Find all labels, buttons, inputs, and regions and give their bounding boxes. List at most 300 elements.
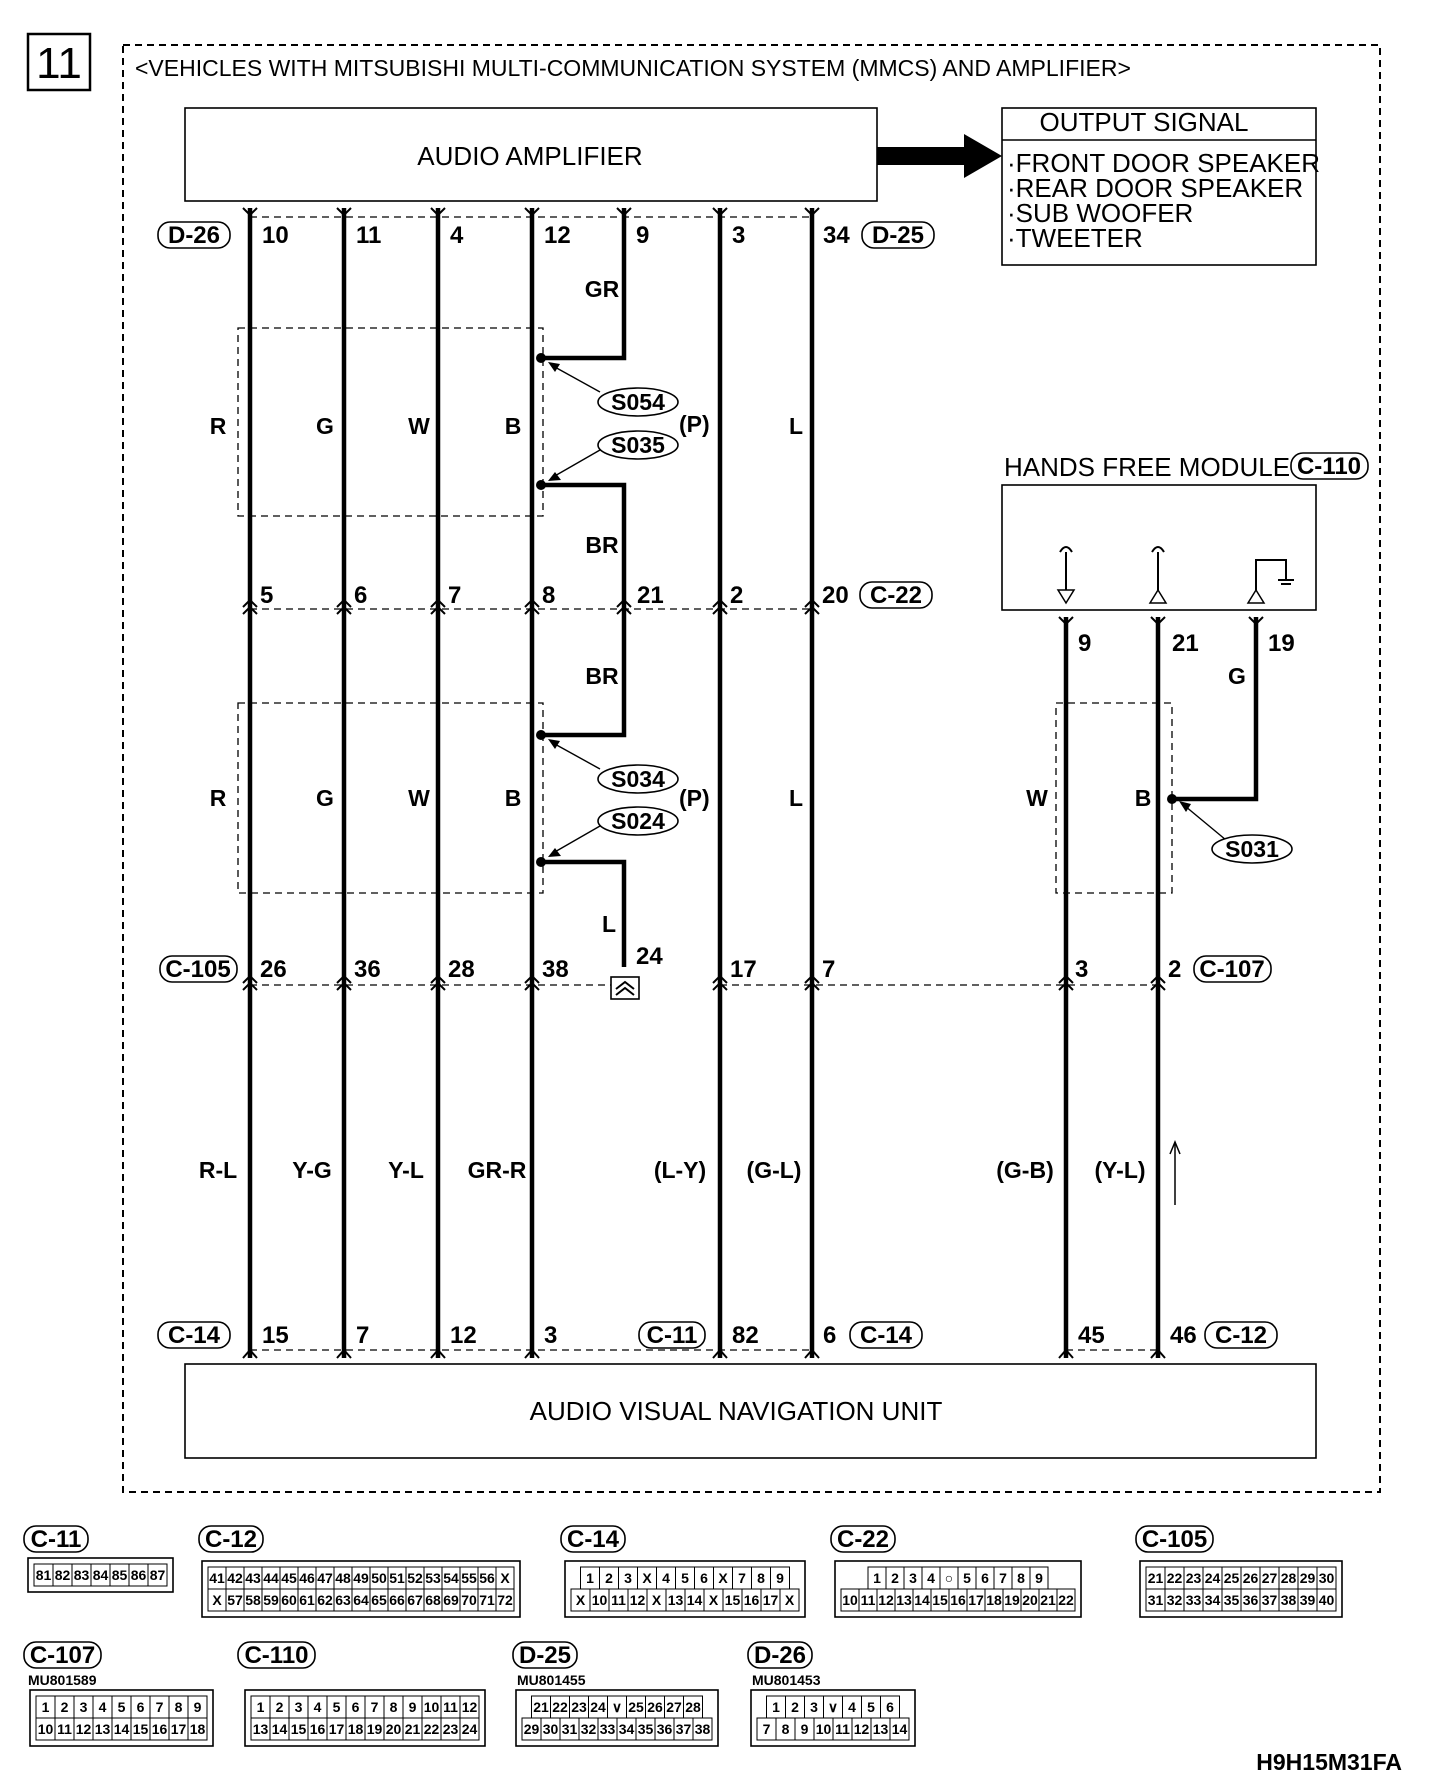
wire-color: W <box>408 413 430 439</box>
connector-part-number: MU801453 <box>752 1672 821 1688</box>
connector-pin-label: 9 <box>1035 1570 1043 1586</box>
connector-pin-label: 37 <box>675 1721 692 1737</box>
connector-pin-label: 31 <box>1147 1592 1164 1608</box>
pin-number: 46 <box>1170 1322 1197 1349</box>
pin-number: 28 <box>448 956 475 983</box>
connector-pin-label: X <box>708 1592 719 1608</box>
wire-color: B <box>504 413 522 439</box>
connector-pin-label: 2 <box>891 1570 899 1586</box>
connector-pin-label: 25 <box>1223 1570 1240 1586</box>
connector-pin-label: 60 <box>281 1592 297 1608</box>
connector-tag: C-12 <box>1214 1322 1268 1349</box>
hfm-terminals <box>1059 617 1263 624</box>
connector-pin-label: X <box>642 1570 652 1586</box>
wire-color: (G-B) <box>996 1157 1054 1183</box>
wire-color: (L-Y) <box>653 1157 707 1183</box>
pin-number: 2 <box>730 582 744 609</box>
connector-pin-label: 53 <box>425 1570 441 1586</box>
connector-pin-label: 13 <box>94 1721 111 1737</box>
connector-pin-label: 28 <box>1280 1570 1297 1586</box>
connector-pin-label: 29 <box>523 1721 540 1737</box>
connector-pin-label: 43 <box>245 1570 261 1586</box>
connector-tag: C-105 <box>165 956 231 983</box>
pin-number: 7 <box>356 1322 370 1349</box>
pin-number: 21 <box>1172 630 1199 657</box>
connector-pin-label: 4 <box>927 1570 935 1586</box>
connector-view <box>24 1526 173 1592</box>
connector-pin-label: 23 <box>1185 1570 1202 1586</box>
shield-box-lower <box>238 703 543 893</box>
connector-pin-label: 17 <box>328 1721 345 1737</box>
pin-number: 3 <box>732 222 746 249</box>
connector-pin-label: 86 <box>130 1567 147 1583</box>
connector-pin-label: 32 <box>580 1721 597 1737</box>
connector-pin-label: 37 <box>1261 1592 1278 1608</box>
connector-pin-label: 25 <box>628 1699 644 1715</box>
pin-number: 7 <box>448 582 462 609</box>
wire-color: BR <box>585 663 619 689</box>
connector-pin-label: 30 <box>1318 1570 1335 1586</box>
splice-suffix: (P) <box>679 785 710 811</box>
connector-pin-label: 47 <box>317 1570 333 1586</box>
connector-pin-label: 23 <box>442 1721 459 1737</box>
connector-pin-label: 14 <box>891 1721 908 1737</box>
connector-pin-label: 8 <box>757 1570 765 1586</box>
connector-pin-label: 15 <box>932 1592 948 1608</box>
splice-labels <box>548 362 1292 863</box>
connector-pin-label: 11 <box>835 1721 850 1737</box>
audio-amplifier-label: AUDIO AMPLIFIER <box>417 141 643 171</box>
nav-pins <box>262 1322 1197 1349</box>
connector-pin-label: X <box>500 1570 510 1586</box>
output-signal-item: ·SUB WOOFER <box>1007 198 1194 228</box>
pin-number: 2 <box>1168 956 1182 983</box>
connector-pin-label: 8 <box>1017 1570 1025 1586</box>
connector-pin-label: 36 <box>1242 1592 1259 1608</box>
connector-pin-label: 71 <box>479 1592 495 1608</box>
output-signal-item: ·TWEETER <box>1007 223 1143 253</box>
connector-pin-label: 28 <box>685 1699 701 1715</box>
pin-number: 24 <box>636 943 663 970</box>
splice-suffix: (P) <box>679 411 710 437</box>
connector-pin-label: 7 <box>999 1570 1007 1586</box>
wire-color: (Y-L) <box>1094 1157 1146 1183</box>
shield-box-hfm <box>1056 703 1172 893</box>
wire-color: Y-L <box>388 1157 424 1183</box>
splice-id: S024 <box>611 808 665 834</box>
pin-number: 12 <box>450 1322 477 1349</box>
connector-pin-label: 8 <box>389 1699 398 1715</box>
connector-part-number: MU801589 <box>28 1672 97 1688</box>
shield-box-upper <box>238 328 543 516</box>
connector-part-number: MU801455 <box>517 1672 586 1688</box>
connector-pin-label: 83 <box>73 1567 90 1583</box>
connector-pin-label: 8 <box>174 1699 183 1715</box>
connector-pin-label: 41 <box>209 1570 225 1586</box>
connector-view-name: C-107 <box>29 1642 96 1669</box>
connector-pin-label: 55 <box>461 1570 477 1586</box>
connector-pin-label: 69 <box>443 1592 459 1608</box>
connector-pin-label: 40 <box>1318 1592 1335 1608</box>
connector-pin-label: 62 <box>317 1592 333 1608</box>
connector-pin-label: 2 <box>605 1570 613 1586</box>
pin-number: 26 <box>260 956 287 983</box>
wire-color: L <box>788 413 804 439</box>
connector-pin-label: 12 <box>853 1721 870 1737</box>
connector-pin-label: 1 <box>873 1570 881 1586</box>
connector-pin-label: 22 <box>552 1699 568 1715</box>
connector-pin-label: 36 <box>656 1721 673 1737</box>
connector-pin-label: 15 <box>290 1721 307 1737</box>
pin-number: 11 <box>356 222 382 249</box>
connector-pin-label: 50 <box>371 1570 387 1586</box>
connector-pin-label: 10 <box>842 1592 858 1608</box>
pin-number: 38 <box>542 956 569 983</box>
connector-pin-label: 15 <box>132 1721 149 1737</box>
wire-color: W <box>1026 785 1048 811</box>
connector-pin-label: 6 <box>886 1699 894 1715</box>
connector-pin-label: 17 <box>968 1592 984 1608</box>
wire-color: G <box>1228 663 1246 689</box>
pin-number: 21 <box>637 582 664 609</box>
connector-pin-label: 6 <box>136 1699 145 1715</box>
connector-pin-label: 21 <box>1040 1592 1056 1608</box>
connector-tag: C-107 <box>1199 956 1265 983</box>
connector-pin-label: 29 <box>1299 1570 1316 1586</box>
connector-pin-label: 4 <box>662 1570 670 1586</box>
wire-color: B <box>1134 785 1152 811</box>
connector-pin-label: 7 <box>738 1570 746 1586</box>
connector-pin-label: 44 <box>263 1570 279 1586</box>
wire-color: G <box>316 413 334 439</box>
connector-view <box>513 1642 718 1746</box>
pin-number: 3 <box>544 1322 558 1349</box>
connector-pin-label: 51 <box>389 1570 405 1586</box>
connector-pin-label: 14 <box>686 1592 703 1608</box>
connector-pin-label: 10 <box>815 1721 832 1737</box>
connector-pin-label: 5 <box>332 1699 341 1715</box>
connector-pin-label: 2 <box>791 1699 799 1715</box>
connector-pin-label: 24 <box>1204 1570 1221 1586</box>
pin-number: 3 <box>1075 956 1089 983</box>
connector-pin-label: 21 <box>404 1721 421 1737</box>
wire-color: L <box>788 785 804 811</box>
connector-pin-label: 84 <box>92 1567 109 1583</box>
connector-pin-label: 22 <box>1058 1592 1074 1608</box>
connector-pin-label: 6 <box>351 1699 360 1715</box>
connector-pin-label: 48 <box>335 1570 351 1586</box>
wire-color: BR <box>585 532 619 558</box>
connector-pin-label: ∨ <box>827 1699 839 1715</box>
wire-color: (G-L) <box>746 1157 802 1183</box>
hfm-pins <box>1078 630 1295 657</box>
wire-color: R <box>209 413 227 439</box>
wire-color: G <box>316 785 334 811</box>
connector-pin-label: X <box>212 1592 222 1608</box>
connector-tag: C-14 <box>167 1322 221 1349</box>
connector-pin-label: 45 <box>281 1570 297 1586</box>
connector-view-name: C-14 <box>566 1526 620 1553</box>
connector-pin-label: 12 <box>878 1592 894 1608</box>
pin-number: 15 <box>262 1322 289 1349</box>
connector-pin-label: 19 <box>1004 1592 1020 1608</box>
connector-pin-label: 63 <box>335 1592 351 1608</box>
connector-pin-label: 7 <box>762 1721 771 1737</box>
connector-pin-label: 66 <box>389 1592 405 1608</box>
pin-number: 6 <box>823 1322 837 1349</box>
pin-number: 20 <box>822 582 849 609</box>
connector-pin-label: 9 <box>776 1570 784 1586</box>
connector-pin-label: 17 <box>762 1592 779 1608</box>
connector-tag: C-11 <box>646 1322 698 1349</box>
connector-pin-label: 13 <box>872 1721 889 1737</box>
wire-color: L <box>601 911 617 937</box>
connector-pin-label: X <box>718 1570 728 1586</box>
drawing-code: H9H15M31FA <box>1256 1749 1402 1775</box>
connector-pin-label: 27 <box>1261 1570 1278 1586</box>
connector-pin-label: 33 <box>1185 1592 1202 1608</box>
connector-views <box>24 1526 1342 1746</box>
connector-pin-label: 11 <box>57 1721 72 1737</box>
connector-pin-label: 1 <box>772 1699 780 1715</box>
wire-color: B <box>504 785 522 811</box>
pin-number: 10 <box>262 222 289 249</box>
connector-pin-label: 11 <box>611 1592 626 1608</box>
connector-pin-label: 16 <box>743 1592 760 1608</box>
connector-tag: C-14 <box>859 1322 913 1349</box>
connector-pin-label: X <box>784 1592 795 1608</box>
connector-pin-label: 16 <box>151 1721 168 1737</box>
connector-pin-label: 5 <box>963 1570 971 1586</box>
connector-pin-label: 4 <box>98 1699 107 1715</box>
connector-pin-label: 15 <box>724 1592 741 1608</box>
connector-pin-label: 35 <box>1223 1592 1240 1608</box>
connector-pin-label: 34 <box>1204 1592 1221 1608</box>
connector-pin-label: X <box>651 1592 662 1608</box>
navigation-unit-label: AUDIO VISUAL NAVIGATION UNIT <box>529 1396 943 1426</box>
c105-terminals <box>243 976 1165 990</box>
connector-pin-label: 39 <box>1299 1592 1316 1608</box>
amp-pins <box>262 222 850 249</box>
connector-pin-label: 8 <box>781 1721 790 1737</box>
connector-pin-label: 38 <box>694 1721 711 1737</box>
diagram-title: <VEHICLES WITH MITSUBISHI MULTI-COMMUNICATION SYSTEM (MMCS) AND AMPLIFIER> <box>135 55 1131 81</box>
wire-color: GR <box>584 276 620 302</box>
connector-pin-label: 19 <box>366 1721 383 1737</box>
connector-pin-label: 46 <box>299 1570 315 1586</box>
connector-pin-label: 11 <box>443 1699 458 1715</box>
connector-pin-label: 10 <box>423 1699 440 1715</box>
connector-pin-label: 14 <box>914 1592 930 1608</box>
connector-view <box>238 1642 485 1746</box>
connector-view-name: D-26 <box>753 1642 807 1669</box>
connector-pin-label: 23 <box>571 1699 587 1715</box>
pin-number: 6 <box>354 582 368 609</box>
connector-pin-label: 24 <box>461 1721 478 1737</box>
splice-id: S034 <box>611 766 665 792</box>
pin-number: 7 <box>822 956 836 983</box>
connector-pin-label: X <box>575 1592 586 1608</box>
connector-pin-label: 32 <box>1166 1592 1183 1608</box>
wire-color: R <box>209 785 227 811</box>
connector-view <box>831 1526 1081 1617</box>
connector-pin-label: 85 <box>111 1567 128 1583</box>
connector-pin-label: 6 <box>700 1570 708 1586</box>
connector-pin-label: 52 <box>407 1570 423 1586</box>
connector-pin-label: ∨ <box>611 1699 623 1715</box>
wire-color: GR-R <box>467 1157 527 1183</box>
pin-number: 9 <box>1078 630 1092 657</box>
connector-pin-label: 72 <box>497 1592 513 1608</box>
connector-pin-label: 81 <box>35 1567 52 1583</box>
connector-pin-label: 56 <box>479 1570 495 1586</box>
connector-pin-label: 12 <box>75 1721 92 1737</box>
connector-pin-label: 54 <box>443 1570 459 1586</box>
connector-pin-label: 58 <box>245 1592 261 1608</box>
connector-pin-label: 1 <box>586 1570 594 1586</box>
connector-pin-label: 11 <box>860 1592 876 1608</box>
connector-pin-label: 20 <box>385 1721 402 1737</box>
connector-pin-label: 24 <box>590 1699 606 1715</box>
connector-tag: C-22 <box>869 582 923 609</box>
connector-view-name: C-11 <box>30 1526 82 1553</box>
connector-pin-label: 87 <box>149 1567 166 1583</box>
connector-pin-label: 1 <box>256 1699 265 1715</box>
connector-pin-label: 18 <box>347 1721 364 1737</box>
pin-number: 4 <box>450 222 464 249</box>
connector-pin-label: 68 <box>425 1592 441 1608</box>
connector-pin-label: 26 <box>1242 1570 1259 1586</box>
connector-pin-label: 18 <box>986 1592 1002 1608</box>
connector-pin-label: 9 <box>800 1721 809 1737</box>
connector-pin-label: 57 <box>227 1592 243 1608</box>
connector-tag: D-25 <box>871 222 925 249</box>
connector-pin-label: 5 <box>867 1699 875 1715</box>
splice-id: S054 <box>611 389 665 415</box>
pin-number: 9 <box>636 222 650 249</box>
nav-terminals <box>243 1350 1165 1358</box>
connector-pin-label: 30 <box>542 1721 559 1737</box>
connector-pin-label: 3 <box>810 1699 818 1715</box>
connector-pin-label: 4 <box>848 1699 856 1715</box>
connector-pin-label: 82 <box>54 1567 71 1583</box>
pin-number: 8 <box>542 582 556 609</box>
connector-pin-label: 22 <box>423 1721 440 1737</box>
connector-pin-label: 2 <box>60 1699 69 1715</box>
connector-view-name: C-22 <box>836 1526 890 1553</box>
connector-pin-label: 5 <box>117 1699 126 1715</box>
connector-pin-label: 65 <box>371 1592 387 1608</box>
connector-pin-label: 13 <box>896 1592 912 1608</box>
output-arrow <box>877 134 1002 178</box>
connector-pin-label: 14 <box>113 1721 130 1737</box>
connector-pin-label: 34 <box>618 1721 635 1737</box>
connector-pin-label: 17 <box>170 1721 187 1737</box>
connector-pin-label: 10 <box>591 1592 608 1608</box>
connector-pin-label: 3 <box>79 1699 88 1715</box>
connector-view <box>748 1642 915 1746</box>
connector-pin-label: 5 <box>681 1570 689 1586</box>
connector-pin-label: 35 <box>637 1721 654 1737</box>
pin-number: 19 <box>1268 630 1295 657</box>
connector-view-name: C-105 <box>1141 1526 1208 1553</box>
connector-tag: C-110 <box>1296 453 1362 480</box>
wire-color: Y-G <box>292 1157 332 1183</box>
connector-pin-label: 64 <box>353 1592 369 1608</box>
connector-pin-label: 14 <box>271 1721 288 1737</box>
connector-pin-label: 31 <box>561 1721 578 1737</box>
pin-number: 34 <box>823 222 850 249</box>
connector-pin-label: 61 <box>299 1592 315 1608</box>
connector-pin-label: ○ <box>944 1570 954 1586</box>
main-wires <box>250 208 1256 1358</box>
connector-pin-label: 49 <box>353 1570 369 1586</box>
connector-pin-label: 26 <box>647 1699 663 1715</box>
pin-number: 5 <box>260 582 274 609</box>
connector-pin-label: 13 <box>252 1721 269 1737</box>
connector-pin-label: 21 <box>533 1699 549 1715</box>
connector-pin-label: 2 <box>275 1699 284 1715</box>
connector-pin-label: 21 <box>1147 1570 1164 1586</box>
connector-view-name: C-12 <box>204 1526 258 1553</box>
connector-pin-label: 3 <box>294 1699 303 1715</box>
wire-color: W <box>408 785 430 811</box>
connector-tag: D-26 <box>167 222 221 249</box>
connector-pin-label: 67 <box>407 1592 423 1608</box>
connector-pin-label: 12 <box>461 1699 478 1715</box>
connector-pin-label: 18 <box>189 1721 206 1737</box>
splice-id: S031 <box>1225 836 1279 862</box>
connector-pin-label: 33 <box>599 1721 616 1737</box>
output-signal-title: OUTPUT SIGNAL <box>1039 107 1249 137</box>
pin-number: 12 <box>544 222 571 249</box>
connector-pin-label: 9 <box>193 1699 202 1715</box>
connector-pin-label: 70 <box>461 1592 477 1608</box>
hands-free-module-label: HANDS FREE MODULE <box>1004 452 1291 482</box>
pin-number: 45 <box>1078 1322 1105 1349</box>
connector-pin-label: 10 <box>37 1721 54 1737</box>
pin-number: 17 <box>730 956 757 983</box>
pin-number: 36 <box>354 956 381 983</box>
connector-view <box>1136 1526 1342 1617</box>
connector-view <box>561 1526 805 1617</box>
connector-pin-label: 27 <box>666 1699 682 1715</box>
connector-pin-label: 3 <box>909 1570 917 1586</box>
connector-pin-label: 6 <box>981 1570 989 1586</box>
pin-number: 82 <box>732 1322 759 1349</box>
output-signal-item: ·FRONT DOOR SPEAKER <box>1007 148 1321 178</box>
connector-pin-label: 16 <box>950 1592 966 1608</box>
connector-pin-label: 16 <box>309 1721 326 1737</box>
connector-view-name: C-110 <box>244 1642 309 1669</box>
splice-id: S035 <box>611 432 665 458</box>
page-number: 11 <box>36 39 82 88</box>
connector-pin-label: 4 <box>313 1699 322 1715</box>
connector-pin-label: 13 <box>667 1592 684 1608</box>
connector-view-name: D-25 <box>518 1642 572 1669</box>
output-signal-item: ·REAR DOOR SPEAKER <box>1007 173 1304 203</box>
connector-pin-label: 3 <box>624 1570 632 1586</box>
connector-pin-label: 42 <box>227 1570 243 1586</box>
connector-pin-label: 59 <box>263 1592 279 1608</box>
connector-pin-label: 7 <box>370 1699 379 1715</box>
connector-pin-label: 7 <box>155 1699 164 1715</box>
wire-colors <box>199 276 1246 1183</box>
connector-pin-label: 12 <box>629 1592 646 1608</box>
connector-pin-label: 38 <box>1280 1592 1297 1608</box>
connector-view <box>24 1642 213 1746</box>
connector-pin-label: 22 <box>1166 1570 1183 1586</box>
